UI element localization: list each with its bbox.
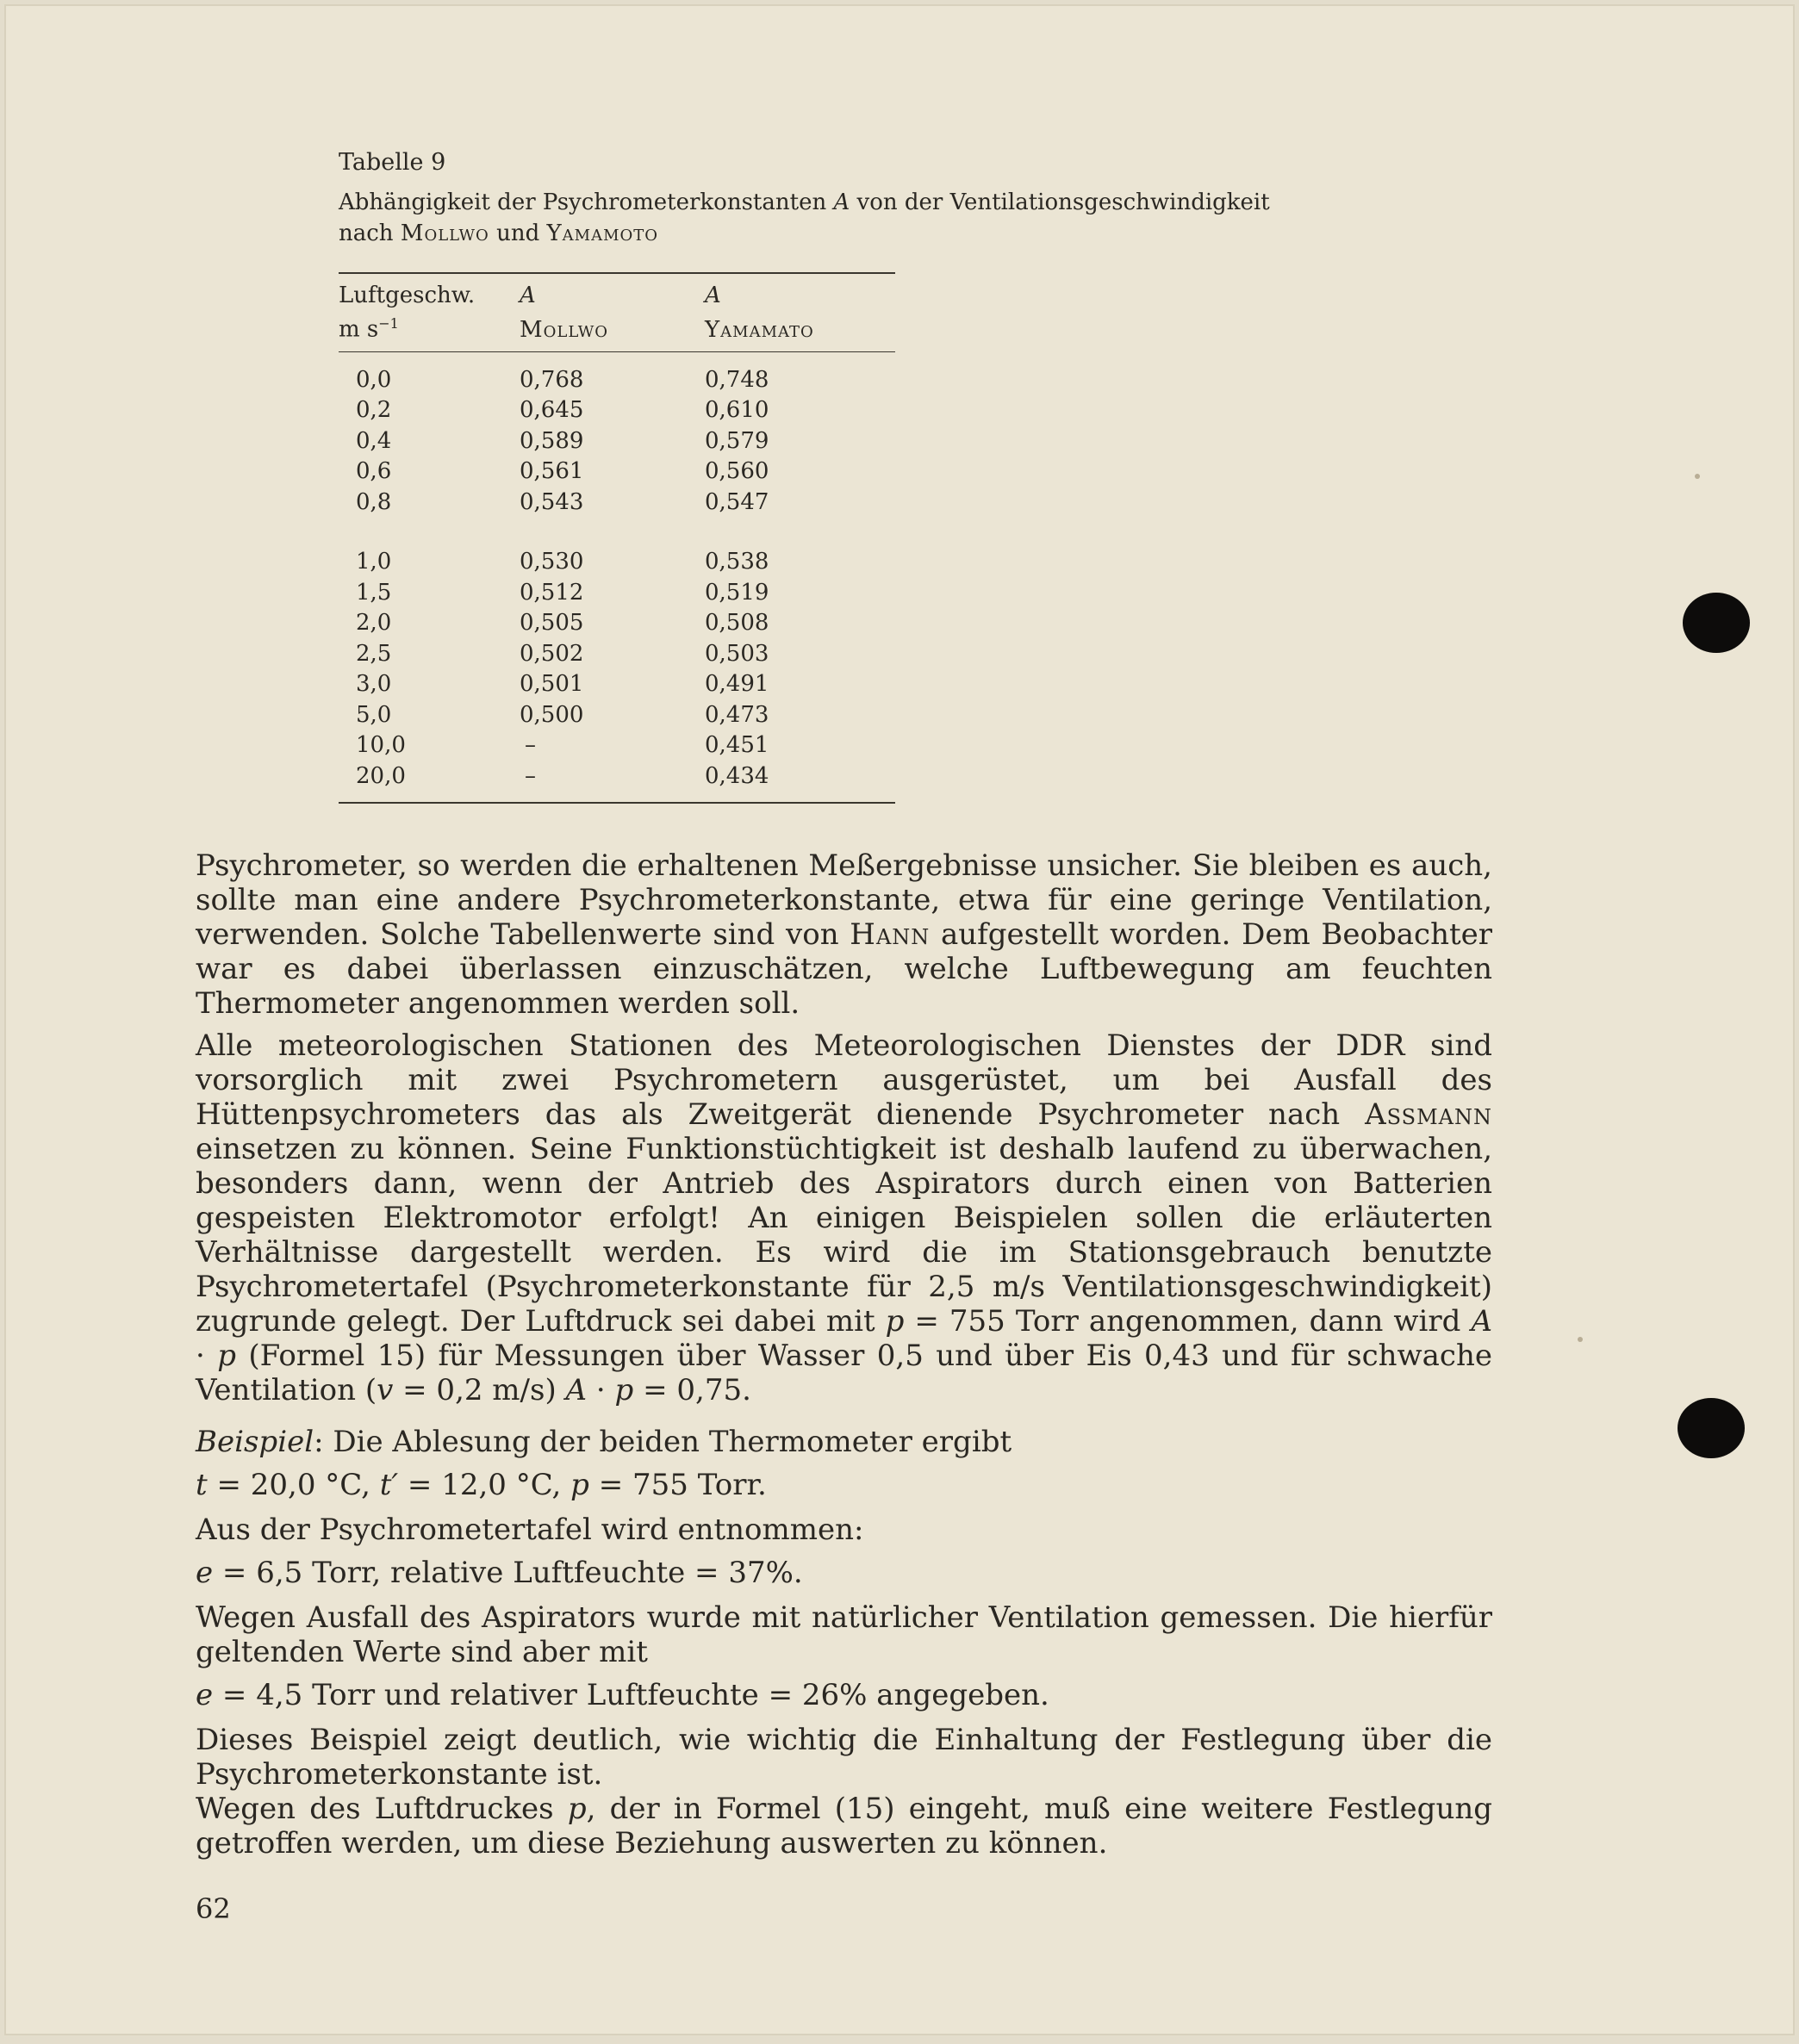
table-row	[339, 699, 895, 730]
table-cell: 0,0	[356, 366, 392, 393]
table-cell: 0,503	[705, 640, 769, 667]
table-cell: 0,519	[705, 579, 769, 606]
table-cell: 0,547	[705, 488, 769, 515]
header-yamamato: Yamamato	[705, 308, 895, 352]
table-row	[339, 518, 895, 578]
paper-speck	[1578, 1337, 1583, 1342]
table-cell: 0,610	[705, 397, 769, 424]
table-caption: Abhängigkeit der Psychrometerkonstanten A von der Ventilationsgeschwindigkeit nach Mollwo und Yamamoto	[339, 189, 1270, 246]
paragraph: Alle meteorologischen Stationen des Meteorologischen Dienstes der DDR sind vorsorglich mit zwei Psychrometern ausgerüstet, um bei Ausfall des Hüttenpsychrometers das als Zweitgerät dienende Psychrometer nach Assmann einsetzen zu können. Seine Funktionstüchtigkeit ist deshalb laufend zu überwachen, besonders dann, wenn der Antrieb des Aspirators durch einen von Batterien gespeisten Elektromotor erfolgt! An einigen Beispielen sollen die erläuterten Verhältnisse dargestellt werden. Es wird die im Stationsgebrauch benutzte Psychrometertafel (Psychrometerkonstante für 2,5 m/s Ventilationsgeschwindigkeit) zugrunde gelegt. Der Luftdruck sei dabei mit p = 755 Torr angenommen, dann wird A · p (Formel 15) für Messungen über Wasser 0,5 und über Eis 0,43 und für schwache Ventilation (v = 0,2 m/s) A · p = 0,75.	[196, 1028, 1492, 1407]
table-cell: 0,2	[356, 397, 392, 424]
table-cell: 0,579	[705, 427, 769, 454]
body-text	[196, 848, 1492, 1868]
header-luftgeschw: Luftgeschw.	[339, 283, 476, 308]
table-row	[339, 577, 895, 608]
table-row	[339, 487, 895, 518]
table-cell: 0,561	[520, 458, 584, 485]
page-number: 62	[196, 1892, 231, 1925]
table-cell: 0,543	[520, 488, 584, 515]
table-cell: 20,0	[356, 762, 406, 789]
paragraph: Aus der Psychrometertafel wird entnommen:	[196, 1513, 864, 1547]
table-row	[339, 352, 895, 395]
header-a-yamamato: A	[705, 283, 721, 308]
table-cell: 1,0	[356, 549, 392, 575]
table-heading	[339, 149, 1355, 249]
table-cell: 0,505	[520, 610, 584, 637]
table-cell: 0,434	[705, 762, 769, 789]
table-row	[339, 669, 895, 700]
table-cell: 2,0	[356, 610, 392, 637]
table-cell: 0,768	[520, 366, 584, 393]
table-cell: 0,500	[520, 701, 584, 728]
table-row	[339, 457, 895, 488]
table-cell: 0,6	[356, 458, 392, 485]
punch-hole	[1678, 1398, 1745, 1458]
equation-natural-ventilation: e = 4,5 Torr und relativer Luftfeuchte = 26% angegeben.	[196, 1678, 1049, 1712]
table-cell: 0,538	[705, 549, 769, 575]
header-unit: m $s^{-1}$	[339, 308, 520, 352]
table-label: Tabelle 9	[339, 149, 446, 176]
table-row	[339, 426, 895, 457]
table-cell: 2,5	[356, 640, 392, 667]
table-row	[339, 395, 895, 426]
paragraph: Psychrometer, so werden die erhaltenen Meßergebnisse unsicher. Sie bleiben es auch, sollte man eine andere Psychrometerkonstante, etwa für eine geringe Ventilation, verwenden. Solche Tabellenwerte sind von Hann aufgestellt worden. Dem Beobachter war es dabei überlassen einzuschätzen, welche Luftbewegung am feuchten Thermometer angenommen werden soll.	[196, 848, 1493, 1021]
table-header-row	[339, 273, 895, 308]
table-row	[339, 730, 895, 761]
table-cell: 0,589	[520, 427, 584, 454]
table-cell: –	[525, 732, 536, 759]
table-cell: 0,451	[705, 732, 769, 759]
table-cell: 5,0	[356, 701, 392, 728]
table-cell: –	[525, 762, 536, 789]
paragraph: Wegen des Luftdruckes p, der in Formel (15) eingeht, muß eine weitere Festlegung getroffen werden, um diese Beziehung auswerten zu können.	[196, 1792, 1492, 1861]
example-intro: Beispiel: Die Ablesung der beiden Thermometer ergibt	[196, 1425, 1012, 1459]
table-cell: 0,502	[520, 640, 584, 667]
table-row	[339, 638, 895, 669]
table-cell: 0,4	[356, 427, 392, 454]
table-cell: 0,473	[705, 701, 769, 728]
punch-hole	[1683, 593, 1750, 653]
table-row	[339, 761, 895, 803]
data-table	[339, 272, 895, 804]
paragraph: Wegen Ausfall des Aspirators wurde mit natürlicher Ventilation gemessen. Die hierfür geltenden Werte sind aber mit	[196, 1600, 1492, 1669]
paragraph: Dieses Beispiel zeigt deutlich, wie wichtig die Einhaltung der Festlegung über die Psychrometerkonstante ist.	[196, 1723, 1492, 1792]
table-cell: 10,0	[356, 732, 406, 759]
table-cell: 0,560	[705, 458, 769, 485]
paper-speck	[1695, 474, 1700, 479]
equation-readings: t = 20,0 °C, t′ = 12,0 °C, p = 755 Torr.	[196, 1468, 767, 1502]
table-cell: 0,491	[705, 671, 769, 698]
table-cell: 0,508	[705, 610, 769, 637]
scanned-page	[4, 4, 1795, 2035]
table-cell: 0,512	[520, 579, 584, 606]
table-body	[339, 352, 895, 803]
table-cell: 0,8	[356, 488, 392, 515]
header-a-mollwo: A	[520, 283, 536, 308]
header-mollwo: Mollwo	[520, 308, 705, 352]
table-cell: 3,0	[356, 671, 392, 698]
equation-table-values: e = 6,5 Torr, relative Luftfeuchte = 37%.	[196, 1556, 803, 1590]
table-cell: 0,530	[520, 549, 584, 575]
table-cell: 0,748	[705, 366, 769, 393]
table-cell: 0,645	[520, 397, 584, 424]
table-unit-row	[339, 308, 895, 352]
table-row	[339, 608, 895, 639]
table-cell: 1,5	[356, 579, 392, 606]
table-cell: 0,501	[520, 671, 584, 698]
